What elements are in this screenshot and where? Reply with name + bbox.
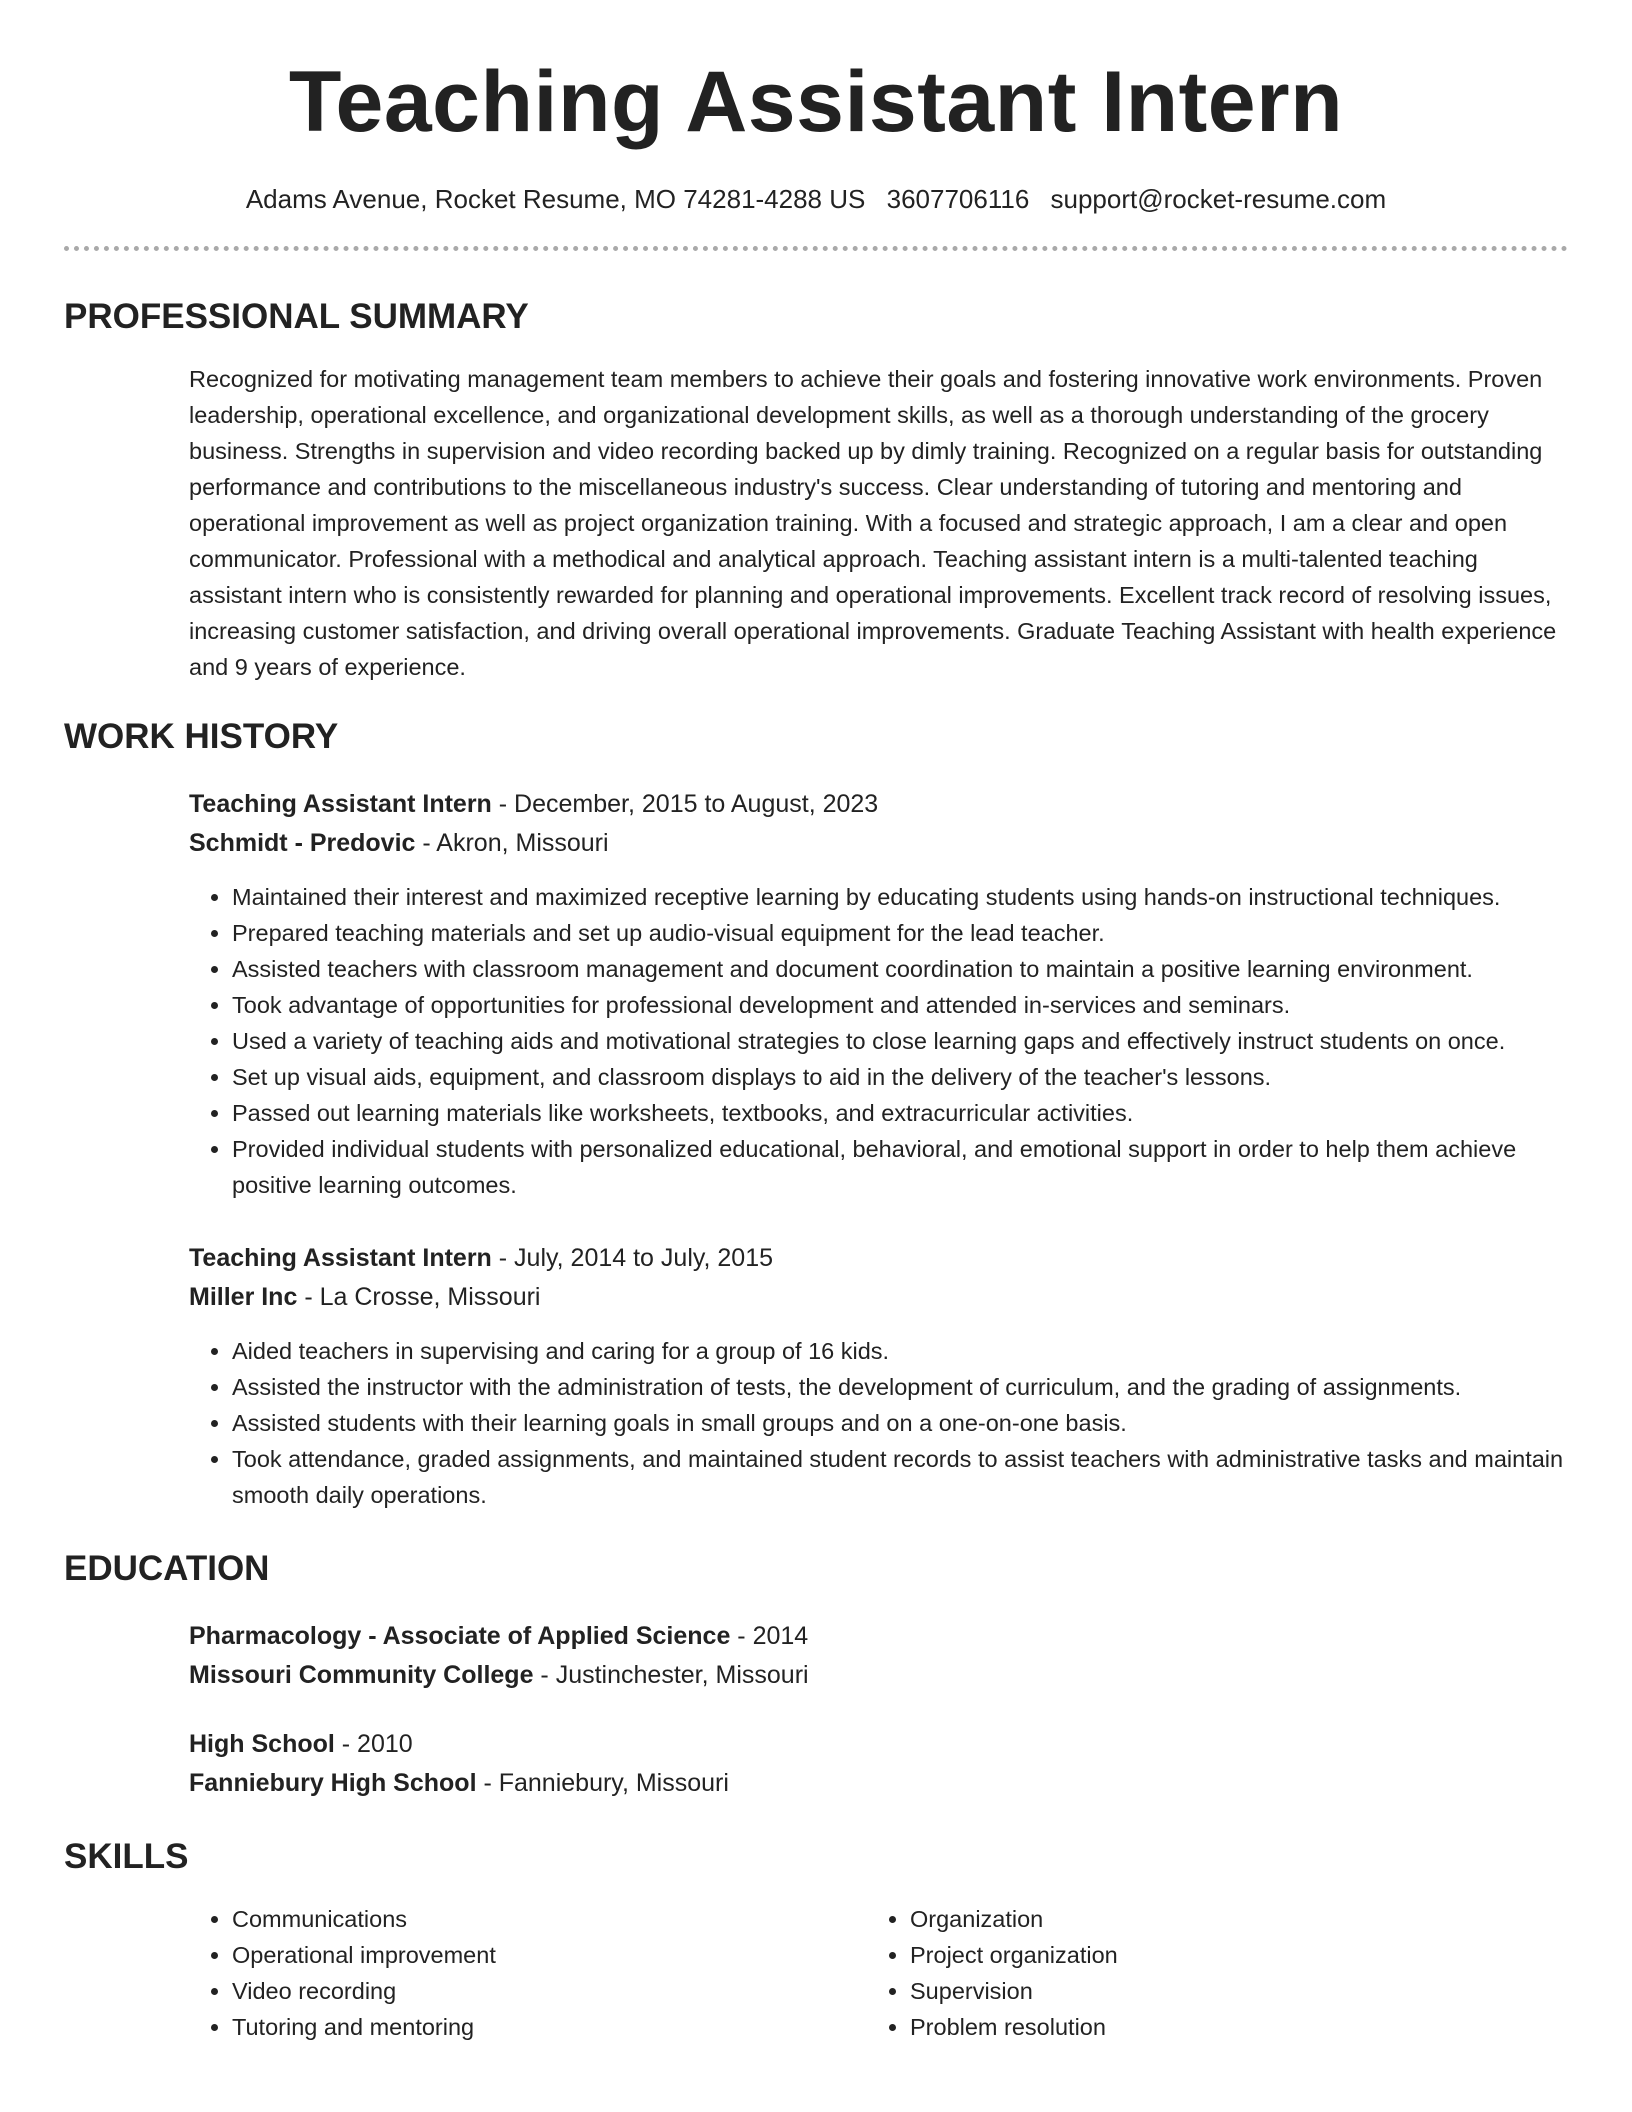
job-bullet: • Prepared teaching materials and set up audio-visual equipment for the lead teacher. [232,915,1568,951]
skill-item: • Video recording [232,1973,867,2009]
job-company-line [189,824,1568,863]
education-entry [189,1725,1568,1803]
education-year: - 2010 [334,1730,413,1758]
job-bullet: • Passed out learning materials like worksheets, textbooks, and extracurricular activities. [232,1095,1568,1131]
contact-phone: 3607706116 [886,184,1030,214]
education-school: Fanniebury High School [189,1769,477,1797]
summary-text: Recognized for motivating management team members to achieve their goals and fostering innovative work environments. Proven leadership, operational excellence, and organizational development skills, as well as a thorough understanding of the grocery business. Strengths in supervision and video recording backed up by dimly training. Recognized on a regular basis for outstanding performance and contributions to the miscellaneous industry's success. Clear understanding of tutoring and mentoring and operational improvement as well as project organization training. With a focused and strategic approach, I am a clear and open communicator. Professional with a methodical and analytical approach. Teaching assistant intern is a multi-talented teaching assistant intern who is consistently rewarded for planning and operational improvements. Excellent track record of resolving issues, increasing customer satisfaction, and driving overall operational improvements. Graduate Teaching Assistant with health experience and 9 years of experience. [189,366,1557,680]
job-bullet: • Set up visual aids, equipment, and classroom displays to aid in the delivery of the teacher's lessons. [232,1059,1568,1095]
job-bullet: • Maintained their interest and maximized receptive learning by educating students using hands-on instructional techniques. [232,879,1568,915]
education-degree-line [189,1725,1568,1764]
job-bullet: • Took attendance, graded assignments, and maintained student records to assist teachers with administrative tasks and maintain smooth daily operations. [232,1441,1568,1513]
job-bullets [189,879,1568,1203]
skills-section [189,1901,1568,2045]
education-school: Missouri Community College [189,1661,534,1689]
skills-list-left [189,1901,867,2045]
job-entry [189,1239,1568,1513]
job-role: Teaching Assistant Intern [189,790,492,818]
education-location: - Justinchester, Missouri [533,1661,809,1689]
job-dates: - July, 2014 to July, 2015 [491,1244,774,1272]
job-location: - La Crosse, Missouri [297,1283,541,1311]
education-school-line [189,1656,1568,1695]
job-bullet: • Assisted the instructor with the administration of tests, the development of curriculum, and the grading of assignments. [232,1369,1568,1405]
contact-email: support@rocket-resume.com [1050,184,1387,214]
skills-heading: SKILLS [64,1837,189,1876]
job-company-line [189,1278,1568,1317]
education-degree: High School [189,1730,335,1758]
header-divider [64,246,1568,251]
job-bullets [189,1333,1568,1513]
education-entry [189,1617,1568,1695]
contact-address: Adams Avenue, Rocket Resume, MO 74281-4288 US [245,184,866,214]
skill-item: • Project organization [910,1937,1545,1973]
skill-item: • Communications [232,1901,867,1937]
job-bullet: • Assisted students with their learning goals in small groups and on a one-on-one basis. [232,1405,1568,1441]
job-company: Schmidt - Predovic [189,829,416,857]
job-role: Teaching Assistant Intern [189,1244,492,1272]
education-school-line [189,1764,1568,1803]
skill-item: • Operational improvement [232,1937,867,1973]
skill-item: • Organization [910,1901,1545,1937]
summary-heading: PROFESSIONAL SUMMARY [64,297,529,336]
job-location: - Akron, Missouri [415,829,609,857]
job-company: Miller Inc [189,1283,298,1311]
work-history-heading: WORK HISTORY [64,717,339,756]
education-location: - Fanniebury, Missouri [476,1769,729,1797]
job-bullet: • Provided individual students with personalized educational, behavioral, and emotional support in order to help them achieve positive learning outcomes. [232,1131,1568,1203]
job-dates: - December, 2015 to August, 2023 [491,790,879,818]
resume-name: Teaching Assistant Intern [288,54,1344,150]
education-degree: Pharmacology - Associate of Applied Science [189,1622,731,1650]
job-bullet: • Aided teachers in supervising and caring for a group of 16 kids. [232,1333,1568,1369]
contact-line [64,182,1568,216]
education-year: - 2014 [730,1622,809,1650]
job-bullet: • Took advantage of opportunities for professional development and attended in-services and seminars. [232,987,1568,1023]
skill-item: • Problem resolution [910,2009,1545,2045]
job-title-line [189,785,1568,824]
skills-list-right [867,1901,1545,2045]
summary-section [189,361,1568,685]
job-bullet: • Used a variety of teaching aids and motivational strategies to close learning gaps and effectively instruct students on once. [232,1023,1568,1059]
work-history-section [189,785,1568,1513]
job-title-line [189,1239,1568,1278]
education-degree-line [189,1617,1568,1656]
job-bullet: • Assisted teachers with classroom management and document coordination to maintain a positive learning environment. [232,951,1568,987]
job-entry [189,785,1568,1203]
education-heading: EDUCATION [64,1549,270,1588]
education-section [189,1617,1568,1803]
skill-item: • Tutoring and mentoring [232,2009,867,2045]
skill-item: • Supervision [910,1973,1545,2009]
